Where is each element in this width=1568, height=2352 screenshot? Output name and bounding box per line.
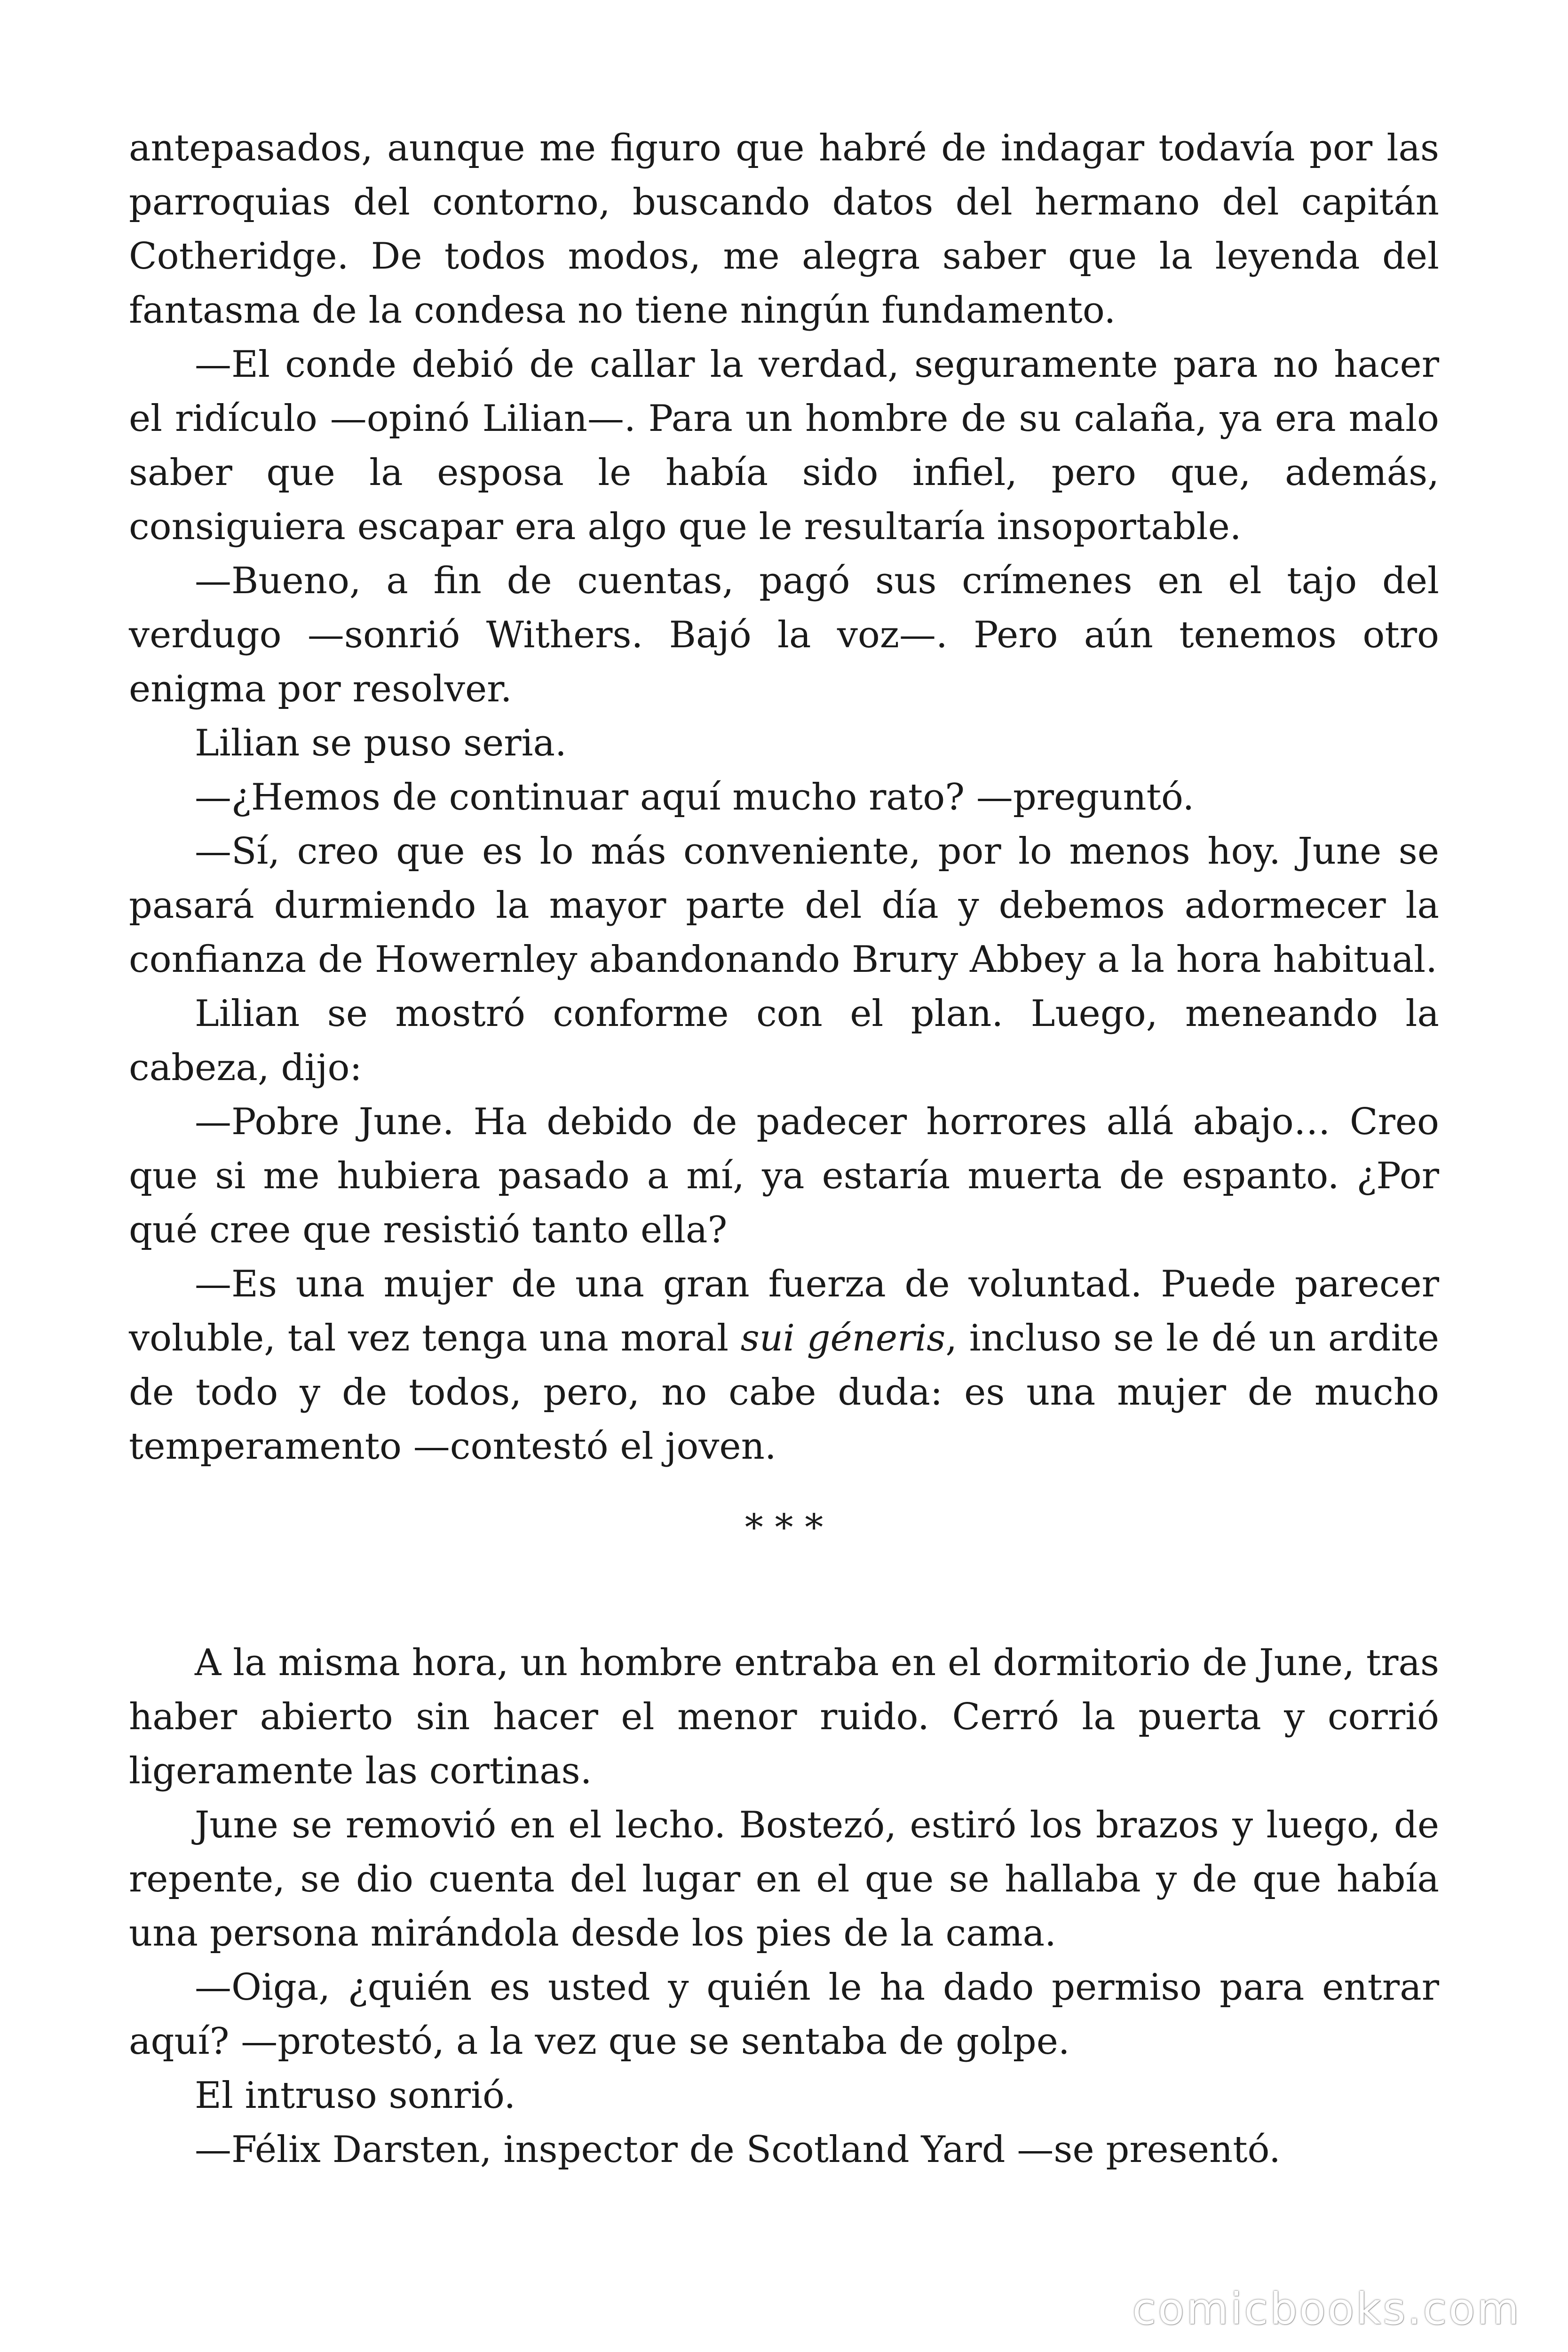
watermark: comicbooks.com	[1132, 2284, 1521, 2334]
paragraph: antepasados, aunque me figuro que habré de indagar todavía por las parroquias del contorno, buscando datos del hermano del capitán Cotheridge. De todos modos, me alegra saber que la leyenda del fantasma de la condesa no tiene ningún fundamento.	[129, 127, 1439, 332]
paragraph: Lilian se mostró conforme con el plan. Luego, meneando la cabeza, dijo:	[129, 993, 1439, 1089]
text-run: —Es una mujer de una gran fuerza de voluntad. Puede parecer voluble, tal vez tenga una moral	[129, 1263, 1439, 1359]
paragraph: June se removió en el lecho. Bostezó, estiró los brazos y luego, de repente, se dio cuenta del lugar en el que se hallaba y de que había una persona mirándola desde los pies de la cama.	[129, 1804, 1439, 1955]
paragraph: El intruso sonrió.	[195, 2074, 516, 2117]
paragraph-with-italic	[129, 1257, 1439, 1474]
paragraph: —Félix Darsten, inspector de Scotland Yard —se presentó.	[195, 2129, 1281, 2171]
paragraph: —El conde debió de callar la verdad, seguramente para no hacer el ridículo —opinó Lilian—. Para un hombre de su calaña, ya era malo saber que la esposa le había sido infiel, pero que, además, consiguiera escapar era algo que le resultaría insoportable.	[129, 343, 1439, 548]
paragraph: —Pobre June. Ha debido de padecer horrores allá abajo… Creo que si me hubiera pasado a mí, ya estaría muerta de espanto. ¿Por qué cree que resistió tanto ella?	[129, 1101, 1439, 1251]
text-run: , incluso se le dé un ardite de todo y de todos, pero, no cabe duda: es una mujer de mucho temperamento —contestó el joven.	[129, 1317, 1439, 1468]
paragraph: —¿Hemos de continuar aquí mucho rato? —preguntó.	[195, 776, 1195, 818]
paragraph: —Sí, creo que es lo más conveniente, por lo menos hoy. June se pasará durmiendo la mayor parte del día y debemos adormecer la confianza de Howernley abandonando Brury Abbey a la hora habitual.	[129, 830, 1439, 981]
paragraph: —Bueno, a fin de cuentas, pagó sus crímenes en el tajo del verdugo —sonrió Withers. Bajó la voz—. Pero aún tenemos otro enigma por resolver.	[129, 560, 1439, 710]
italic-term: sui géneris	[740, 1317, 946, 1359]
paragraph: Lilian se puso seria.	[195, 722, 567, 764]
section-break: * * *	[744, 1507, 824, 1549]
book-page	[129, 121, 1439, 2177]
paragraph: —Oiga, ¿quién es usted y quién le ha dado permiso para entrar aquí? —protestó, a la vez que se sentaba de golpe.	[129, 1966, 1439, 2063]
paragraph: A la misma hora, un hombre entraba en el dormitorio de June, tras haber abierto sin hacer el menor ruido. Cerró la puerta y corrió ligeramente las cortinas.	[129, 1642, 1439, 1792]
